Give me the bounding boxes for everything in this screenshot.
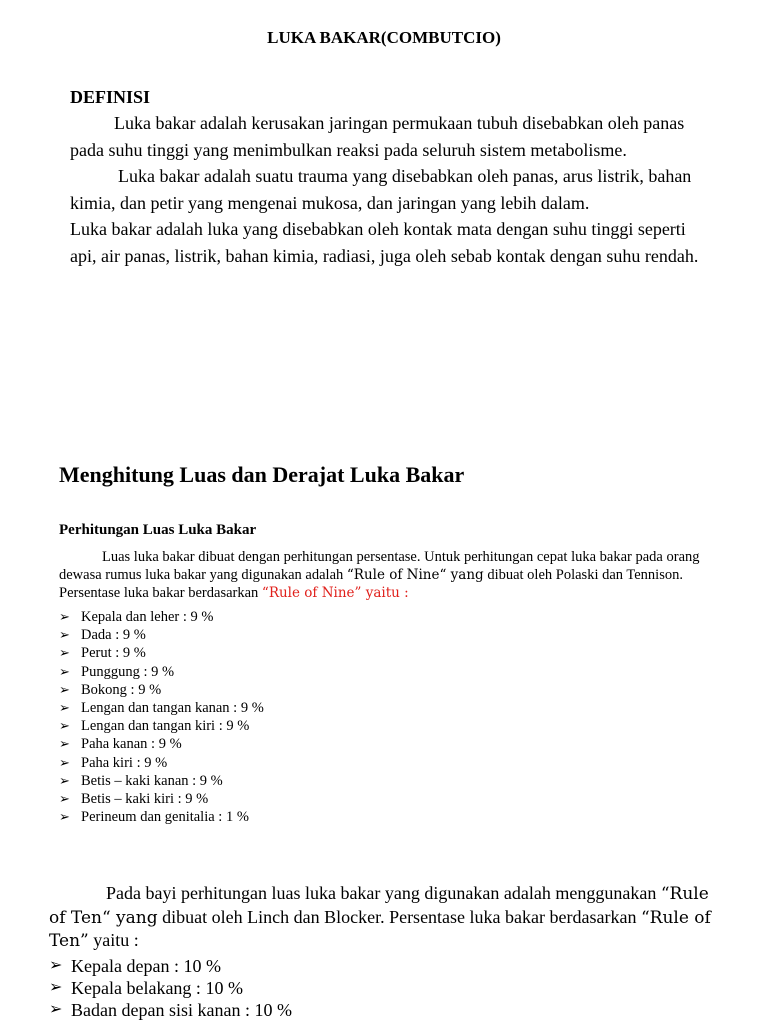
list-item (59, 608, 264, 626)
arrowhead-bullet-icon: ➢ (59, 681, 70, 697)
list-item-label: Dada : 9 % (81, 627, 146, 644)
list-item-label: Kepala dan leher : 9 % (81, 609, 214, 625)
list-item (49, 955, 292, 977)
list-item (59, 681, 264, 699)
bayi-text-2: dibuat oleh Linch dan Blocker. Persentase luka bakar berdasarkan (157, 906, 641, 927)
arrowhead-bullet-icon: ➢ (59, 627, 70, 643)
rule-of-ten-quote: “Rule of Ten“ yang (49, 884, 709, 928)
arrowhead-bullet-icon: ➢ (49, 1001, 63, 1018)
list-item-label: Paha kanan : 9 % (81, 736, 182, 753)
list-item-label: Paha kiri : 9 % (81, 754, 168, 771)
list-item-label: Lengan dan tangan kanan : 9 % (81, 700, 264, 717)
list-item (59, 808, 264, 826)
list-item-label: Badan depan sisi kanan : 10 % (71, 1000, 292, 1020)
rule-of-ten-list (49, 955, 292, 1021)
arrowhead-bullet-icon: ➢ (59, 772, 70, 788)
intro-text-2: dibuat oleh Polaski dan Tennison. Persentase luka bakar berdasarkan (59, 567, 683, 602)
list-item-label: Lengan dan tangan kiri : 9 % (81, 718, 250, 735)
rule-of-nine-list (59, 608, 264, 826)
document-title: LUKA BAKAR(COMBUTCIO) (267, 28, 501, 47)
list-item (49, 977, 292, 999)
arrowhead-bullet-icon: ➢ (59, 718, 70, 734)
list-item (59, 699, 264, 717)
arrowhead-bullet-icon: ➢ (59, 700, 70, 716)
bayi-paragraph (49, 882, 729, 953)
arrowhead-bullet-icon: ➢ (59, 645, 70, 661)
list-item (59, 772, 264, 790)
arrowhead-bullet-icon: ➢ (49, 979, 63, 996)
arrowhead-bullet-icon: ➢ (49, 957, 63, 974)
bayi-text-3: yaitu : (88, 930, 139, 950)
definisi-paragraph-2: Luka bakar adalah suatu trauma yang disebabkan oleh panas, arus listrik, bahan kimia, dan petir yang mengenai mukosa, dan jaringan yang lebih dalam. (70, 166, 692, 213)
definisi-heading: DEFINISI (70, 87, 151, 107)
list-item-label: Perut : 9 % (81, 645, 146, 662)
section-title: Menghitung Luas dan Derajat Luka Bakar (59, 462, 465, 487)
intro-paragraph (59, 548, 739, 603)
definisi-paragraph-3: Luka bakar adalah luka yang disebabkan oleh kontak mata dengan suhu tinggi seperti api, air panas, listrik, bahan kimia, radiasi, juga oleh sebab kontak dengan suhu rendah. (70, 219, 699, 266)
list-item-label: Kepala belakang : 10 % (71, 978, 243, 998)
arrowhead-bullet-icon: ➢ (59, 791, 70, 807)
list-item (59, 644, 264, 662)
arrowhead-bullet-icon: ➢ (59, 609, 70, 624)
arrowhead-bullet-icon: ➢ (59, 809, 70, 825)
sub-title: Perhitungan Luas Luka Bakar (59, 522, 257, 538)
list-item-label: Betis – kaki kanan : 9 % (81, 772, 223, 789)
definisi-paragraph-1: Luka bakar adalah kerusakan jaringan permukaan tubuh disebabkan oleh panas pada suhu tinggi yang menimbulkan reaksi pada seluruh sistem metabolisme. (70, 113, 685, 160)
list-item (59, 663, 264, 681)
list-item-label: Bokong : 9 % (81, 681, 162, 698)
rule-of-nine-quote: “Rule of Nine“ yang (346, 567, 484, 584)
list-item (59, 790, 264, 808)
list-item (59, 717, 264, 735)
bayi-text-1: Pada bayi perhitungan luas luka bakar yang digunakan adalah menggunakan (106, 883, 661, 903)
intro-text-1: Luas luka bakar dibuat dengan perhitungan persentase. Untuk perhitungan cepat luka bakar pada orang dewasa rumus luka bakar yang digunakan adalah (59, 549, 700, 584)
list-item-label: Betis – kaki kiri : 9 % (81, 791, 209, 808)
list-item-label: Perineum dan genitalia : 1 % (81, 809, 249, 826)
list-item-label: Punggung : 9 % (81, 663, 175, 680)
arrowhead-bullet-icon: ➢ (59, 663, 70, 679)
list-item (49, 999, 292, 1021)
list-item (59, 735, 264, 753)
definisi-body (70, 110, 710, 269)
list-item (59, 626, 264, 644)
list-item (59, 754, 264, 772)
list-item-label: Kepala depan : 10 % (71, 956, 221, 976)
arrowhead-bullet-icon: ➢ (59, 736, 70, 752)
rule-of-nine-red-label: “Rule of Nine” yaitu : (261, 585, 409, 602)
arrowhead-bullet-icon: ➢ (59, 754, 70, 770)
rule-of-ten-ref: “Rule of Ten” (49, 907, 711, 951)
